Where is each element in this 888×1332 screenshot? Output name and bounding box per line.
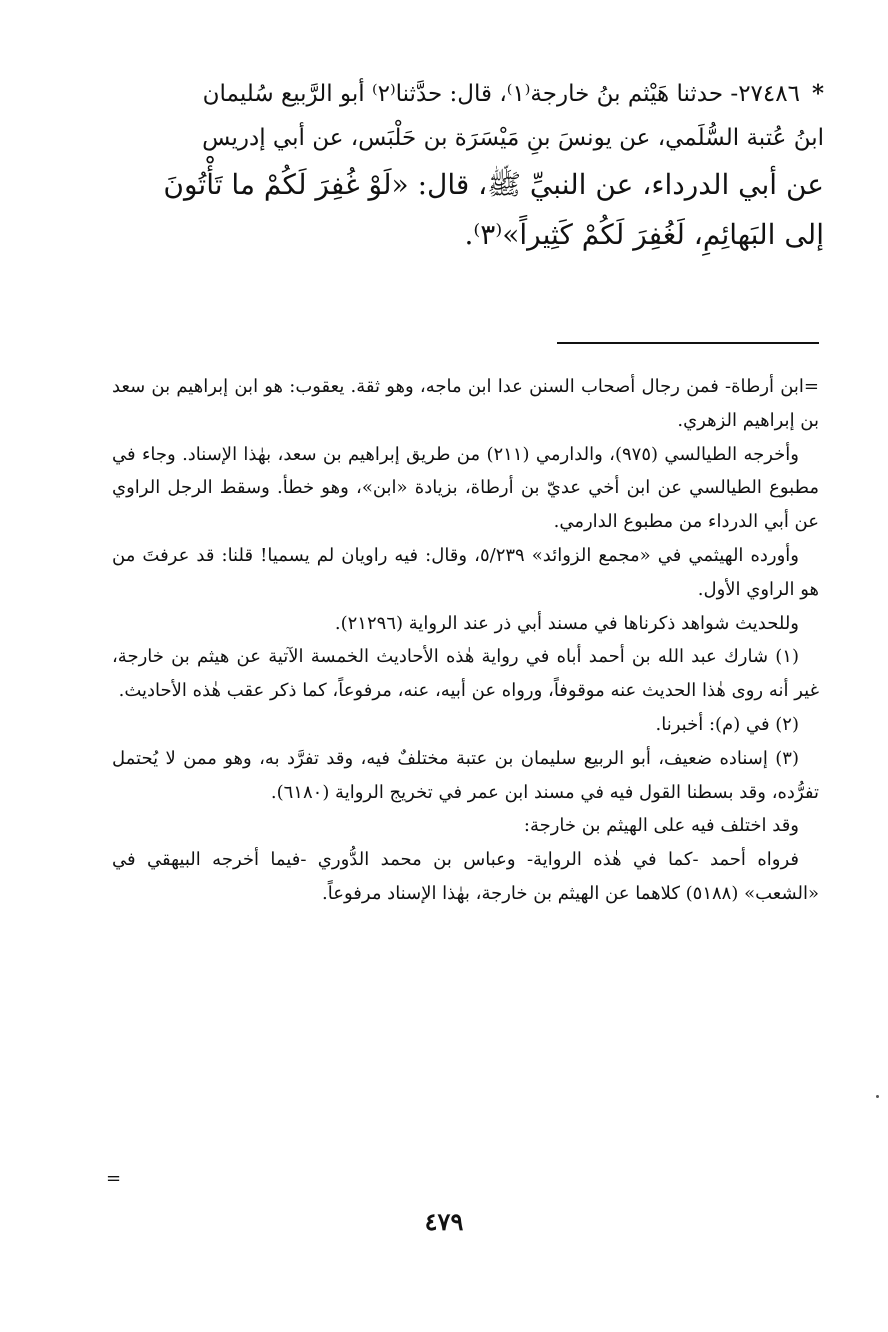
- hadith-line-1: [106, 72, 824, 116]
- footnote-continuation-paragraph: =ابن أرطاة- فمن رجال أصحاب السنن عدا ابن ماجه، وهو ثقة. يعقوب: هو ابن إبراهيم بن سعد بن إبراهيم الزهري.: [112, 376, 819, 431]
- hadith-chain-line-1: ٢٧٤٨٦- حدثنا هَيْثم بنُ خارجة⁽١⁾، قال: حدَّثنا⁽٢⁾ أبو الرَّبيع سُليمان: [202, 81, 800, 107]
- scan-speck: [876, 1095, 879, 1098]
- footnote-paragraph-shawahid: وللحديث شواهد ذكرناها في مسند أبي ذر عند الرواية (٢١٢٩٦).: [334, 612, 799, 634]
- continuation-mark: =: [106, 1168, 122, 1189]
- prophetic-text-line-2: إلى البَهائِمِ، لَغُفِرَ لَكُمْ كَثِيراً»⁽٣⁾.: [464, 218, 824, 251]
- hadith-marker: *: [811, 80, 824, 107]
- footnote-1: (١) شارك عبد الله بن أحمد أباه في رواية هٰذه الأحاديث الخمسة الآتية عن هيثم بن خارجة، غير أنه روى هٰذا الحديث عنه موقوفاً، ورواه عن أبيه، عنه، مرفوعاً، كما ذكر عقب هٰذه الأحاديث.: [112, 646, 819, 702]
- footnote-2: (٢) في (م): أخبرنا.: [655, 713, 799, 735]
- footnote-3-ikhtilaf: وقد اختلف فيه على الهيثم بن خارجة:: [523, 815, 799, 837]
- footnote-paragraph-haythami: وأورده الهيثمي في «مجمع الزوائد» ٥/٢٣٩، وقال: فيه راويان لم يسميا! قلنا: قد عرفتَ من هو الراوي الأول.: [112, 544, 819, 600]
- prophetic-text-line-1: عن أبي الدرداء، عن النبيِّ ﷺ، قال: «لَوْ غُفِرَ لَكُمْ ما تَأْتُونَ: [163, 168, 824, 201]
- main-hadith-block: [106, 72, 824, 260]
- footnote-3: (٣) إسناده ضعيف، أبو الربيع سليمان بن عتبة مختلفٌ فيه، وقد تفرَّد به، وهو ممن لا يُحتمل تفرُّده، وقد بسطنا القول فيه في مسند ابن عمر في تخريج الرواية (٦١٨٠).: [112, 747, 819, 803]
- footnotes-section: [112, 370, 819, 911]
- hadith-line-2: ابنُ عُتبة السُّلَمي، عن يونسَ بنِ مَيْسَرَة بن حَلْبَس، عن أبي إدريس: [202, 125, 824, 151]
- footnote-divider: [557, 342, 819, 344]
- page-number: ٤٧٩: [424, 1207, 464, 1236]
- footnote-3-riwayah: فرواه أحمد -كما في هٰذه الرواية- وعباس بن محمد الدُّوري -فيما أخرجه البيهقي في «الشعب» (٥١٨٨) كلاهما عن الهيثم بن خارجة، بهٰذا الإسناد مرفوعاً.: [112, 849, 819, 904]
- footnote-paragraph-takhrij: وأخرجه الطيالسي (٩٧٥)، والدارمي (٢١١) من طريق إبراهيم بن سعد، بهٰذا الإسناد. وجاء في مطبوع الطيالسي عن ابن أخي عديّ بن أرطاة، بزيادة «ابن»، وهو خطأ. وسقط الرجل الراوي عن أبي الدرداء من مطبوع الدارمي.: [112, 443, 819, 533]
